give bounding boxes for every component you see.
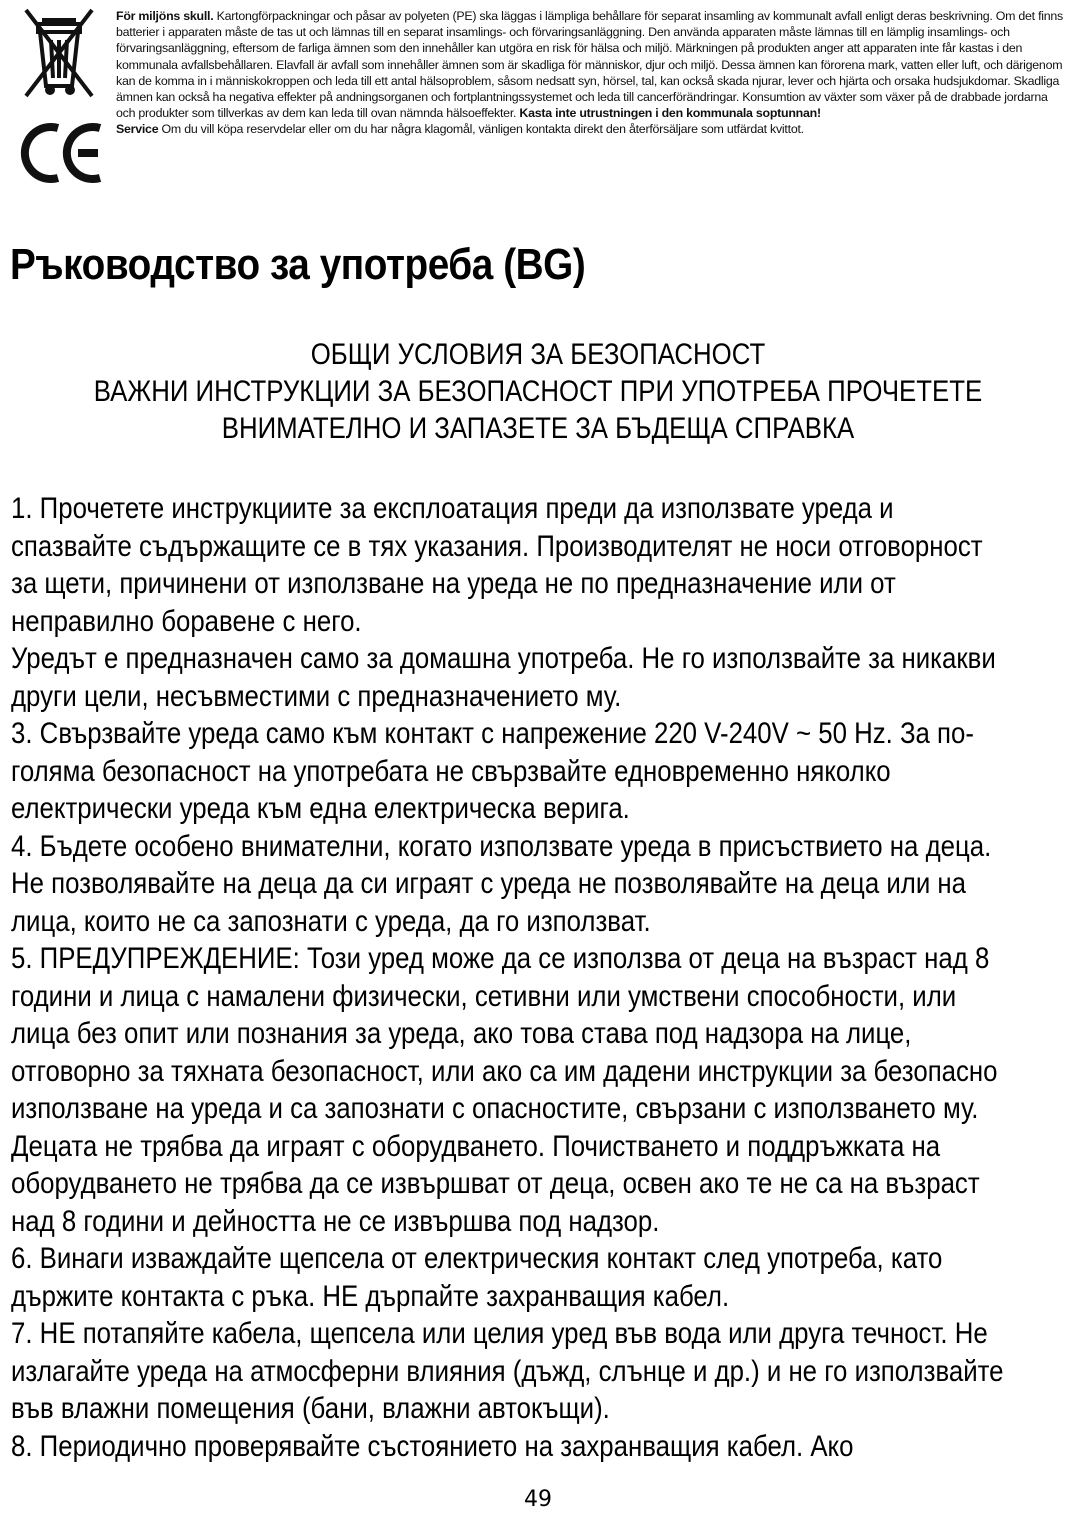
disposal-notice-section: [0, 0, 1076, 200]
instruction-line: излагайте уреда на атмосферни влияния (дъжд, слънце и др.) и не го използвайте: [11, 1354, 1004, 1388]
service-text: Om du vill köpa reservdelar eller om du har några klagomål, vänligen kontakta direkt den återförsäljare som utfärdat kvittot.: [158, 122, 804, 137]
instruction-line: спазвайте съдържащите се в тях указания. Производителят не носи отговорност: [11, 529, 983, 563]
page-number: 49: [524, 1487, 552, 1512]
instruction-line: отговорно за тяхната безопасност, или ако са им дадени инструкции за безопасно: [11, 1054, 998, 1088]
instruction-line: държите контакта с ръка. НЕ дърпайте захранващия кабел.: [11, 1279, 730, 1313]
heading-line-1: ОБЩИ УСЛОВИЯ ЗА БЕЗОПАСНОСТ: [310, 338, 766, 371]
instruction-line: Не позволявайте на деца да си играят с уреда не позволявайте на деца или на: [11, 867, 967, 900]
instruction-line: над 8 години и дейността не се извършва под надзор.: [11, 1204, 660, 1238]
lead-label: För miljöns skull.: [116, 9, 214, 23]
page-title: Ръководство за употреба (BG): [10, 240, 586, 289]
bold-warning: Kasta inte utrustningen i den kommunala soptunnan!: [519, 106, 821, 121]
instruction-line: във влажни помещения (бани, влажни автокъщи).: [11, 1392, 610, 1425]
instruction-line: за щети, причинени от използване на уреда не по предназначение или от: [11, 567, 896, 600]
instruction-line: Уредът е предназначен само за домашна употреба. Не го използвайте за никакви: [11, 642, 996, 675]
instruction-line: 6. Винаги изваждайте щепсела от електрическия контакт след употреба, като: [11, 1242, 943, 1275]
instruction-line: Децата не трябва да играят с оборудването. Почистването и поддръжката на: [11, 1129, 941, 1163]
swedish-disposal-text: [116, 8, 1066, 138]
heading-line-2: ВАЖНИ ИНСТРУКЦИИ ЗА БЕЗОПАСНОСТ ПРИ УПОТРЕБА ПРОЧЕТЕТЕ: [93, 375, 983, 408]
instruction-line: 7. НЕ потапяйте кабела, щепсела или целия уред във вода или друга течност. Не: [11, 1317, 988, 1350]
instruction-line: използване на уреда и са запознати с опасностите, свързани с използването му.: [11, 1092, 979, 1125]
instruction-line: други цели, несъвместими с предназначението му.: [11, 679, 622, 713]
instruction-line: 4. Бъдете особено внимателни, когато използвате уреда в присъствието на деца.: [11, 829, 992, 863]
safety-instructions: [11, 490, 1004, 1465]
ce-mark-icon: [20, 118, 104, 188]
instruction-line: лица, които не са запознати с уреда, да го използват.: [11, 904, 651, 938]
compliance-icons: [14, 6, 106, 191]
service-label: Service: [116, 122, 159, 137]
instruction-line: 1. Прочетете инструкциите за експлоатация преди да използвате уреда и: [11, 492, 894, 525]
disposal-paragraph: Kartongförpackningar och påsar av polyeten (PE) ska läggas i lämpliga behållare för separat insamling av kommunalt avfall enligt deras beskrivning. Om det finns batterier i apparaten måste de tas ut och lämnas till en separat insamlings- och förvaringsanläggning. Den använda apparaten måste lämnas till en lämplig insamlings- och förvaringsanläggning, eftersom de farliga ämnen som den innehåller kan utgöra en risk för hälsa och miljö. Märkningen på produkten anger att apparaten inte får kastas i den kommunala avfallsbehållaren. Elavfall är avfall som innehåller ämnen som är skadliga för människor, djur och miljö. Dessa ämnen kan förorena mark, vatten eller luft, och därigenom kan de komma in i människokroppen och leda till ett antal hälsoproblem, såsom nedsatt syn, hörsel, tal, kan också skada njurar, lever och hjärta och orsaka hudsjukdomar. Skadliga ämnen kan också ha negativa effekter på andningsorganen och fortplantningssystemet och leda till cancerförändringar. Konsumtion av växter som växer på de drabbade jordarna och produkter som tillverkas av dem kan leda till ovan nämnda hälsoeffekter.: [116, 9, 1063, 121]
crossed-out-bin-icon: [20, 6, 98, 102]
instruction-line: 3. Свързвайте уреда само към контакт с напрежение 220 V-240V ~ 50 Hz. За по-: [11, 717, 974, 750]
instruction-line: електрически уреда към една електрическа верига.: [11, 792, 630, 825]
instruction-line: неправилно боравене с него.: [11, 604, 362, 638]
heading-line-3: ВНИМАТЕЛНО И ЗАПАЗЕТЕ ЗА БЪДЕЩА СПРАВКА: [221, 412, 855, 445]
safety-heading: [0, 336, 1076, 447]
instruction-line: 5. ПРЕДУПРЕЖДЕНИЕ: Този уред може да се използва от деца на възраст над 8: [11, 942, 990, 975]
instruction-line: оборудването не трябва да се извършват от деца, освен ако те не са на възраст: [11, 1167, 980, 1200]
instruction-line: години и лица с намалени физически, сетивни или умствени способности, или: [11, 979, 957, 1013]
instruction-line: лица без опит или познания за уреда, ако това става под надзора на лице,: [11, 1017, 912, 1050]
instruction-line: 8. Периодично проверявайте състоянието на захранващия кабел. Ако: [11, 1429, 854, 1463]
instruction-line: голяма безопасност на употребата не свързвайте едновременно няколко: [11, 754, 891, 788]
